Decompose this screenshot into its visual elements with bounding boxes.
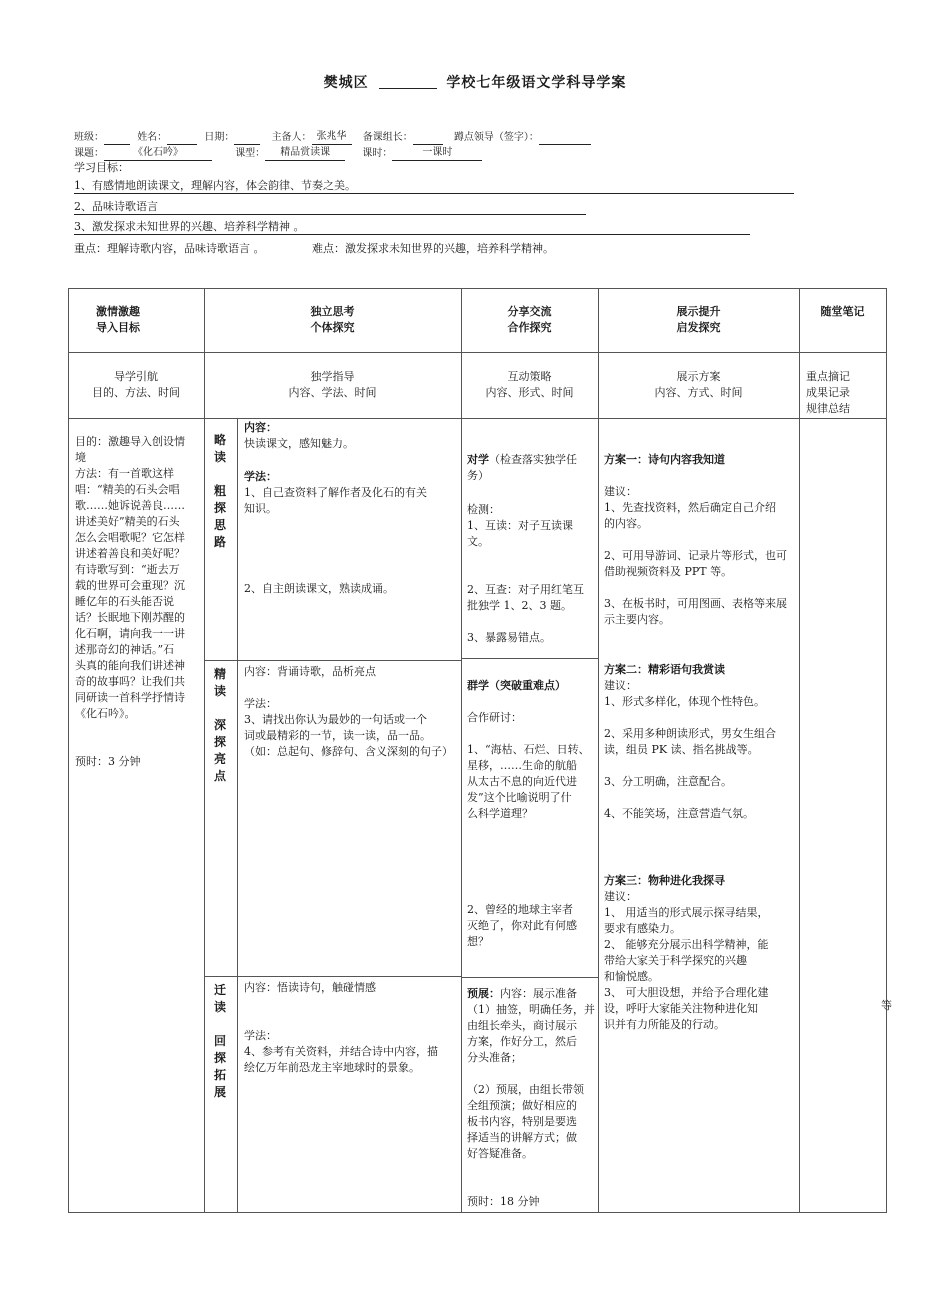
header-col-3: 分享交流 合作探究 — [507, 305, 552, 334]
objective-2: 2、品味诗歌语言 — [74, 200, 586, 215]
difficulties: 难点：激发探求未知世界的兴趣，培养科学精神。 — [312, 242, 554, 255]
notes-mark: 等 — [881, 999, 892, 1012]
subheader-col-2: 独学指导 内容、学法、时间 — [288, 370, 377, 399]
section-label-intensive: 精 读 深 探 亮 点 — [213, 667, 226, 783]
section-skim-content: 快读课文，感知魅力。 — [244, 437, 354, 450]
header-col-1: 激情激趣 导入目标 — [96, 305, 140, 334]
objective-1: 1、有感情地朗读课文，理解内容，体会韵律、节奏之美。 — [74, 179, 794, 194]
section-transfer-text: 内容：悟读诗句，触碰情感 学法： 4、参考有关资料，并结合诗中内容，描 绘亿万年前恐龙主宰地球时的景象。 — [244, 981, 438, 1074]
preview-text: 内容：展示准备 （1）抽签，明确任务，并 由组长牵头，商讨展示 方案，作好分工，然后 分头准备； （2）预展，由组长带领 全组预演；做好相应的 板书内容，特别是要选 择适当的讲解方式；做 好答疑准备。 预时：18 分钟 — [467, 987, 595, 1208]
group-study-title: 群学（突破重难点） — [467, 679, 566, 692]
page-title: 樊城区 学校七年级语文学科导学案 — [323, 75, 627, 91]
plan-1-text: 建议： 1、先查找资料，然后确定自己介绍 的内容。 2、可用导游词、记录片等形式，也可 借助视频资料及 PPT 等。 3、在板书时，可用图画、表格等来展 示主要内容。 — [604, 485, 787, 626]
school-blank[interactable] — [379, 88, 437, 89]
preview-title: 预展： — [467, 987, 500, 1000]
section-skim-method-title: 学法： — [244, 470, 277, 483]
group-study-discussion: 合作研讨： 1、“海枯、石烂、日转、 星移，……生命的航船 从太古不息的向近代进 发”这个比喻说明了什 么科学道理？ 2、曾经的地球主宰者 灭绝了，你对此有何感 想？ — [467, 711, 590, 948]
class-field[interactable] — [104, 133, 130, 145]
plan-1-title: 方案一：诗句内容我知道 — [604, 453, 725, 466]
pair-study-check: 检测： 1、互读：对子互读课 文。 2、互查：对子用红笔互 批独学 1、2、3 题。 3、暴露易错点。 — [467, 503, 584, 644]
topic-field[interactable]: 《化石吟》 — [104, 146, 212, 161]
plan-3-title: 方案三：物种进化我探寻 — [604, 874, 725, 887]
objective-3: 3、激发探求未知世界的兴趣、培养科学精神 。 — [74, 220, 750, 235]
plan-2-title: 方案二：精彩语句我赏读 — [604, 663, 725, 676]
info-row-1: 班级： 姓名： 日期： 主备人： 张兆华 备课组长： 蹲点领导（签字）： — [74, 130, 591, 145]
header-col-5: 随堂笔记 — [820, 305, 865, 318]
plan-3-text: 建议： 1、 用适当的形式展示探寻结果， 要求有感染力。 2、 能够充分展示出科学精神，能 带给大家关于科学探究的兴趣 和愉悦感。 3、 可大胆设想，并给予合理化建 设，呼吁大家能关注物种进化知 识并有力所能及的行动。 — [604, 890, 769, 1031]
preview-block — [467, 986, 595, 1210]
header-col-4: 展示提升 启发探究 — [676, 305, 721, 334]
preparer-field[interactable]: 张兆华 — [312, 130, 352, 145]
lesson-hours-field[interactable]: 一课时 — [392, 146, 482, 161]
key-points: 重点：理解诗歌内容，品味诗歌语言 。 — [74, 242, 265, 255]
plan-2-text: 建议： 1、形式多样化，体现个性特色。 2、采用多种朗读形式，男女生组合 读，组员 PK 读、指名挑战等。 3、分工明确，注意配合。 4、不能笑场，注意营造气氛。 — [604, 679, 776, 820]
section-skim-content-title: 内容： — [244, 421, 277, 434]
section-label-skim: 略 读 粗 探 思 路 — [213, 433, 226, 549]
subheader-col-5: 重点摘记 成果记录 规律总结 — [806, 370, 850, 415]
pair-study-note: （检查落实独学任 务） — [467, 453, 577, 482]
section-intensive-text: 内容：背诵诗歌，品析亮点 学法： 3、请找出你认为最妙的一句话或一个 词或最精彩的一节，读一读，品一品。 （如：总起句、修辞句、含义深刻的句子） — [244, 665, 453, 758]
group-leader-field[interactable] — [413, 133, 443, 145]
date-field[interactable] — [234, 133, 260, 145]
info-row-2: 课题： 《化石吟》 课型： 精品赏读课 课时： 一课时 — [74, 146, 482, 161]
lesson-type-field[interactable]: 精品赏读课 — [265, 146, 345, 161]
header-col-2: 独立思考 个体探究 — [310, 305, 355, 334]
pair-study-title: 对学 — [467, 453, 489, 466]
subheader-col-4: 展示方案 内容、方式、时间 — [654, 370, 743, 399]
objectives-label: 学习目标： — [74, 161, 129, 174]
pair-study-block — [467, 452, 595, 484]
section-skim-method: 1、自己查资料了解作者及化石的有关 知识。 2、自主朗读课文，熟读成诵。 — [244, 486, 427, 595]
supervisor-signature-field[interactable] — [539, 133, 591, 145]
guide-intro-text: 目的：激趣导入创设情 境 方法：有一首歌这样 唱：“精美的石头会唱 歌……她诉说善良…… 讲述美好”精美的石头 怎么会唱歌呢？它怎样 讲述着善良和美好呢？ 有诗歌写到：“逝去万 载的世界可会重现？沉 睡亿年的石头能否说 话？长眠地下刚苏醒的 化石啊，请向我一一讲 述那奇幻的神话。”石 头真的能向我们讲述神 奇的故事吗？让我们共 同研读一首科学抒情诗 《化石吟》。 预时：3 分钟 — [75, 435, 185, 768]
subheader-col-3: 互动策略 内容、形式、时间 — [485, 370, 574, 399]
subheader-col-1: 导学引航 目的、方法、时间 — [92, 370, 180, 399]
section-label-transfer: 迁 读 回 探 拓 展 — [213, 983, 226, 1099]
name-field[interactable] — [167, 133, 197, 145]
